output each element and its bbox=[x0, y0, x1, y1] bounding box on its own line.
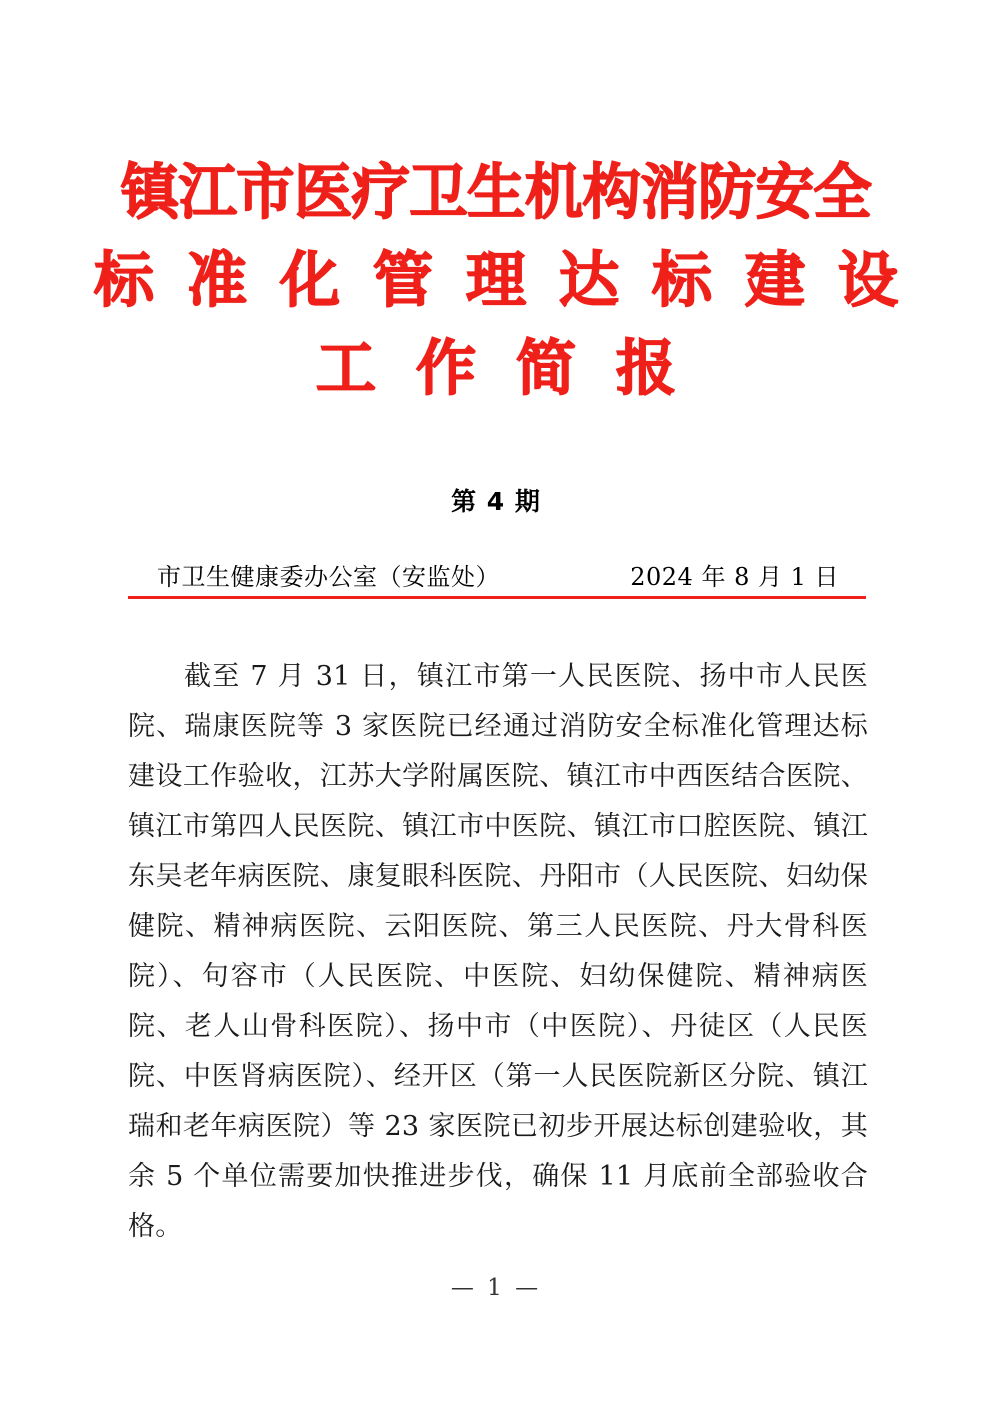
bulletin-title-line-1: 镇江市医疗卫生机构消防安全 bbox=[120, 158, 872, 228]
issue-date: 2024 年 8 月 1 日 bbox=[630, 563, 839, 591]
bulletin-title-line-3: 工作简报 bbox=[316, 334, 716, 404]
red-divider-rule bbox=[128, 596, 866, 599]
bulletin-title-line-2: 标准化管理达标建设 bbox=[94, 246, 931, 316]
issue-number: 第 4 期 bbox=[451, 487, 541, 516]
issuing-office: 市卫生健康委办公室（安监处） bbox=[157, 563, 500, 591]
issuer-row bbox=[128, 557, 866, 593]
body-paragraph: 截至 7 月 31 日，镇江市第一人民医院、扬中市人民医院、瑞康医院等 3 家医院已经通过消防安全标准化管理达标建设工作验收，江苏大学附属医院、镇江市中西医结合医院、镇江市第四人民医院、镇江市中医院、镇江市口腔医院、镇江东吴老年病医院、康复眼科医院、丹阳市（人民医院、妇幼保健院、精神病医院、云阳医院、第三人民医院、丹大骨科医院）、句容市（人民医院、中医院、妇幼保健院、精神病医院、老人山骨科医院）、扬中市（中医院）、丹徒区（人民医院、中医肾病医院）、经开区（第一人民医院新区分院、镇江瑞和老年病医院）等 23 家医院已初步开展达标创建验收，其余 5 个单位需要加快推进步伐，确保 11 月底前全部验收合格。 bbox=[128, 661, 868, 1242]
page-number-footer: — 1 — bbox=[450, 1275, 542, 1301]
